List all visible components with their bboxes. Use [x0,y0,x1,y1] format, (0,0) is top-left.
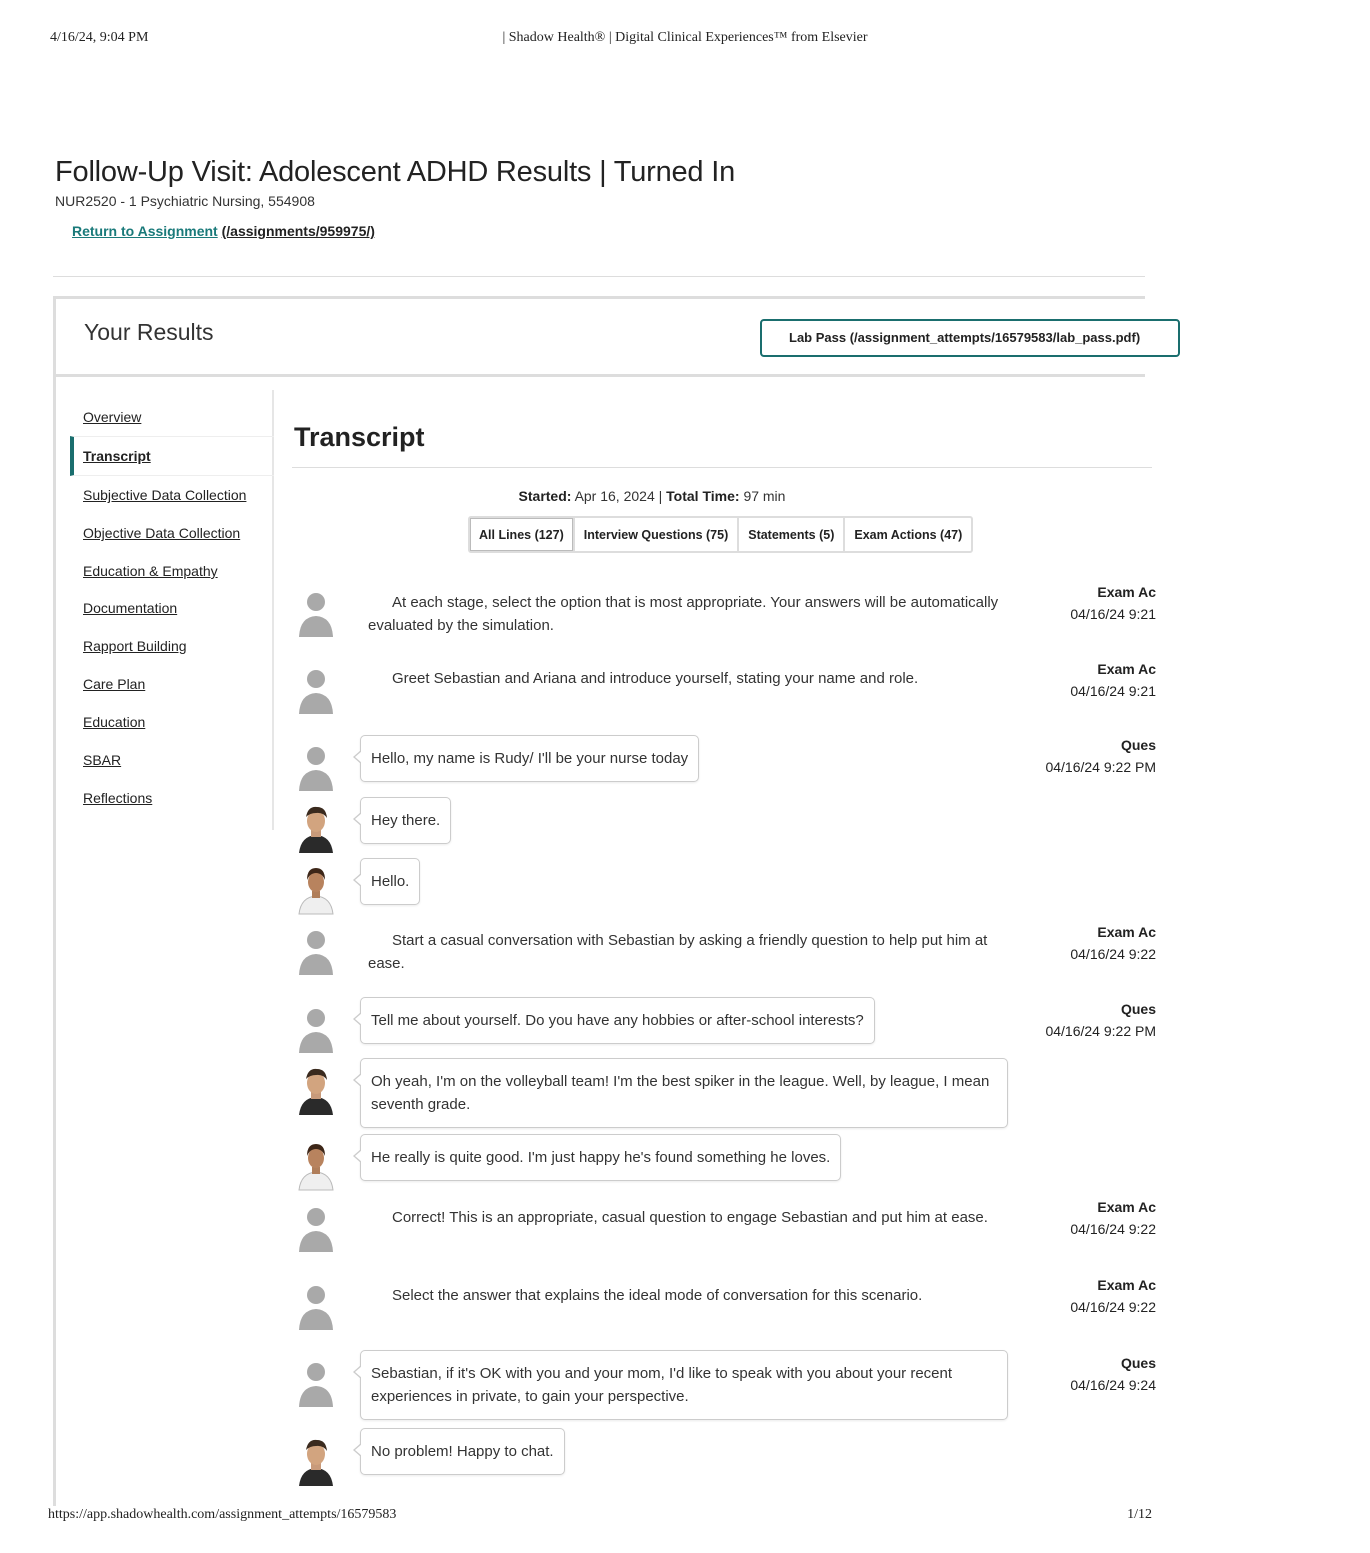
entry-meta [996,661,1156,699]
total-time-value: 97 min [743,488,786,504]
entry-time: 04/16/24 9:22 [1070,946,1156,962]
student-avatar-icon [296,1357,336,1407]
student-message: Hello, my name is Rudy/ I'll be your nurse today [360,735,699,782]
student-avatar-icon [296,1003,336,1053]
transcript-entry [292,1350,1156,1422]
entry-meta [996,737,1156,775]
student-avatar-icon [296,587,336,637]
student-avatar-icon [296,925,336,975]
sebastian-avatar-icon [296,1065,336,1115]
entry-kind: Ques [1120,1355,1156,1371]
sebastian-avatar-icon [296,803,336,853]
entry-meta [996,1001,1156,1039]
entry-time: 04/16/24 9:22 PM [1045,759,1156,775]
ariana-avatar-icon [296,1140,336,1190]
transcript-filter-tabs [468,516,973,553]
transcript-entry [292,659,1156,719]
entry-meta [996,584,1156,622]
entry-meta [996,1355,1156,1393]
entry-kind: Exam Ac [1097,661,1156,677]
entry-kind: Ques [1120,1001,1156,1017]
sidebar-item-objective-data[interactable]: Objective Data Collection [83,525,241,541]
transcript-entry [292,1134,1152,1190]
results-header [56,299,1145,377]
started-label: Started: [518,488,572,504]
return-link-label[interactable]: Return to Assignment [72,223,218,239]
entry-kind: Exam Ac [1097,1277,1156,1293]
sidebar-item-rapport-building[interactable]: Rapport Building [83,638,187,654]
patient-message: No problem! Happy to chat. [360,1428,565,1475]
entry-time: 04/16/24 9:22 [1070,1299,1156,1315]
entry-meta [996,924,1156,962]
sebastian-avatar-icon [296,1436,336,1486]
student-message: Tell me about yourself. Do you have any hobbies or after-school interests? [360,997,875,1044]
student-message: Sebastian, if it's OK with you and your mom, I'd like to speak with you about your recent experiences in private, to gain your perspective. [360,1350,1008,1420]
sidebar-item-overview[interactable]: Overview [83,409,142,425]
entry-kind: Ques [1120,737,1156,753]
tab-interview-questions[interactable]: Interview Questions (75) [575,518,739,551]
entry-time: 04/16/24 9:24 [1070,1377,1156,1393]
student-avatar-icon [296,1202,336,1252]
session-summary: Started: Apr 16, 2024 | Total Time: 97 min [518,488,786,504]
transcript-entry [292,1275,1156,1335]
transcript-entry [292,997,1156,1053]
transcript-entry [292,581,1156,641]
transcript-entry [292,919,1156,979]
page-title: Follow-Up Visit: Adolescent ADHD Results | Turned In [55,156,736,188]
exam-action-text: Select the answer that explains the ideal mode of conversation for this scenario. [392,1287,923,1304]
sidebar-item-documentation[interactable]: Documentation [83,600,178,616]
parent-message: Hello. [360,858,420,905]
transcript-entry [292,1058,1152,1130]
print-date: 4/16/24, 9:04 PM [50,30,149,45]
lab-pass-button[interactable]: Lab Pass (/assignment_attempts/16579583/lab_pass.pdf) [760,319,1180,357]
entry-time: 04/16/24 9:22 PM [1045,1023,1156,1039]
transcript-entry [292,1428,1152,1488]
exam-action-text: Start a casual conversation with Sebastian by asking a friendly question to help put him at ease. [368,932,988,972]
sidebar-item-transcript[interactable]: Transcript [83,448,151,464]
transcript-title: Transcript [294,422,425,452]
student-avatar-icon [296,741,336,791]
entry-kind: Exam Ac [1097,924,1156,940]
exam-action-text: Correct! This is an appropriate, casual question to engage Sebastian and put him at ease. [392,1209,988,1226]
sidebar-item-education[interactable]: Education [83,714,146,730]
entry-time: 04/16/24 9:22 [1070,1221,1156,1237]
ariana-avatar-icon [296,864,336,914]
divider [53,276,1145,277]
parent-message: He really is quite good. I'm just happy he's found something he loves. [360,1134,841,1181]
print-url: https://app.shadowhealth.com/assignment_attempts/16579583 [48,1507,397,1522]
transcript-entry [292,858,1152,914]
sidebar-item-care-plan[interactable]: Care Plan [83,676,146,692]
started-value: Apr 16, 2024 [574,488,655,504]
course-name: NUR2520 - 1 Psychiatric Nursing, 554908 [55,193,315,209]
patient-message: Oh yeah, I'm on the volleyball team! I'm the best spiker in the league. Well, by league, I mean seventh grade. [360,1058,1008,1128]
results-card [53,296,1156,1506]
tab-exam-actions[interactable]: Exam Actions (47) [854,528,963,542]
print-page-number: 1/12 [1127,1507,1152,1522]
tab-statements[interactable]: Statements (5) [739,518,845,551]
entry-time: 04/16/24 9:21 [1070,683,1156,699]
return-to-assignment-link[interactable] [72,223,375,239]
entry-meta [996,1199,1156,1237]
results-sidebar [68,390,274,830]
total-time-label: Total Time: [666,488,740,504]
tab-all-lines[interactable]: All Lines (127) [470,518,575,551]
results-title: Your Results [84,319,214,345]
entry-kind: Exam Ac [1097,584,1156,600]
sidebar-item-subjective-data[interactable]: Subjective Data Collection [83,487,247,503]
entry-time: 04/16/24 9:21 [1070,606,1156,622]
sidebar-item-reflections[interactable]: Reflections [83,790,153,806]
patient-message: Hey there. [360,797,451,844]
student-avatar-icon [296,664,336,714]
exam-action-text: Greet Sebastian and Ariana and introduce yourself, stating your name and role. [392,670,919,687]
print-title: | Shadow Health® | Digital Clinical Experiences™ from Elsevier [502,30,868,45]
sidebar-item-sbar[interactable]: SBAR [83,752,122,768]
sidebar-item-education-empathy[interactable]: Education & Empathy [83,563,218,579]
transcript-entry [292,735,1156,791]
divider [292,467,1152,468]
return-link-path: (/assignments/959975/) [221,223,375,239]
transcript-entry [292,797,1152,853]
entry-meta [996,1277,1156,1315]
transcript-entry [292,1197,1156,1257]
student-avatar-icon [296,1280,336,1330]
entry-kind: Exam Ac [1097,1199,1156,1215]
exam-action-text: At each stage, select the option that is most appropriate. Your answers will be automatically evaluated by the simulation. [368,594,999,634]
